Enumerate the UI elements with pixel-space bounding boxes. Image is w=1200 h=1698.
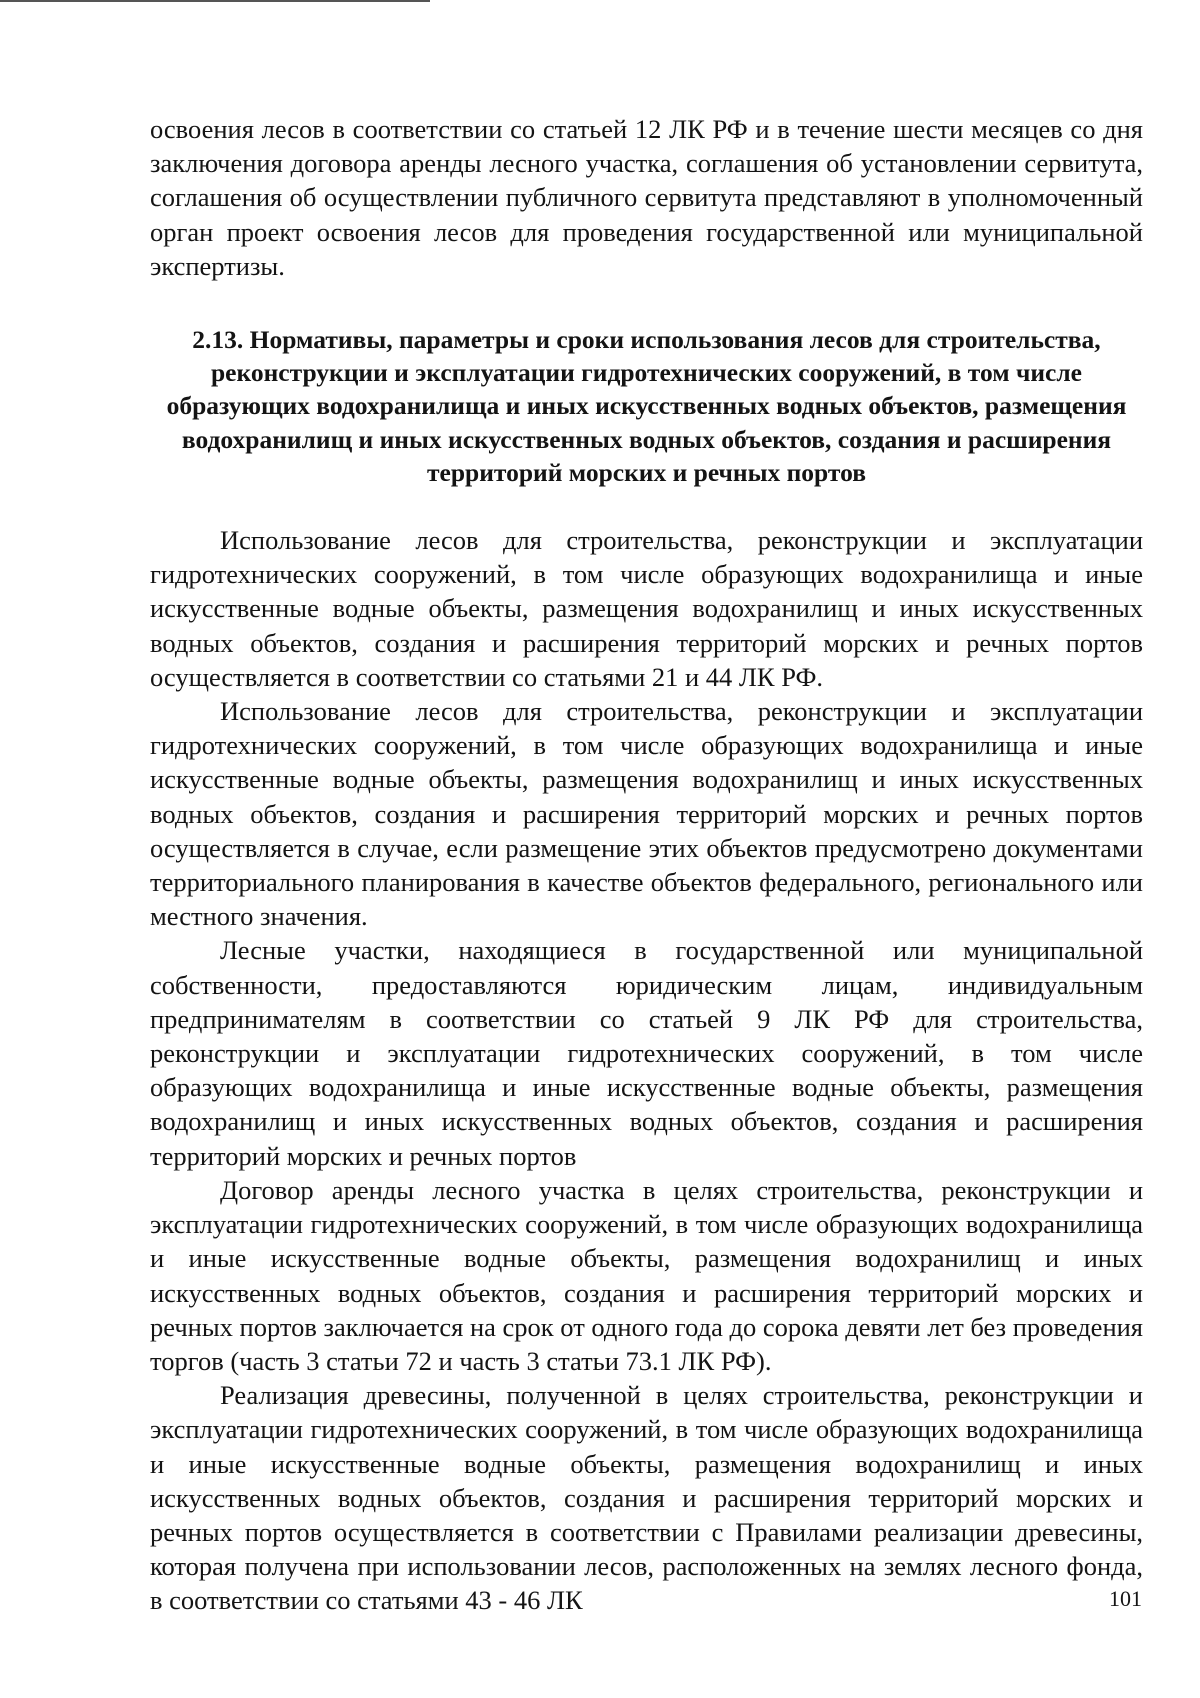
body-paragraph-5: Реализация древесины, полученной в целях строительства, реконструкции и эксплуатации гидротехнических сооружений, в том числе образующих водохранилища и иные искусственные водные объекты, размещения водохранилищ и иных искусственных водных объектов, создания и расширения территорий морских и речных портов осуществляется в соответствии с Правилами реализации древесины, которая получена при использовании лесов, расположенных на землях лесного фонда, в соответствии со статьями 43 - 46 ЛК [150,1380,1143,1616]
scan-edge-line [0,0,430,2]
body-paragraph-2: Использование лесов для строительства, реконструкции и эксплуатации гидротехнических сооружений, в том числе образующих водохранилища и иные искусственные водные объекты, размещения водохранилищ и иных искусственных водных объектов, создания и расширения территорий морских и речных портов осуществляется в случае, если размещение этих объектов предусмотрено документами территориального планирования в качестве объектов федерального, регионального или местного значения. [150,696,1143,932]
body-paragraph-1: Использование лесов для строительства, реконструкции и эксплуатации гидротехнических сооружений, в том числе образующих водохранилища и иные искусственные водные объекты, размещения водохранилищ и иных искусственных водных объектов, создания и расширения территорий морских и речных портов осуществляется в соответствии со статьями 21 и 44 ЛК РФ. [150,525,1143,692]
document-page [150,112,1143,1618]
section-heading: 2.13. Нормативы, параметры и сроки использования лесов для строительства, реконструкции и эксплуатации гидротехнических сооружений, в том числе образующих водохранилища и иных искусственных водных объектов, размещения водохранилищ и иных искусственных водных объектов, создания и расширения территорий морских и речных портов [166,325,1127,487]
page-number: 101 [1109,1586,1142,1611]
body-paragraph-3: Лесные участки, находящиеся в государственной или муниципальной собственности, предоставляются юридическим лицам, индивидуальным предпринимателям в соответствии со статьей 9 ЛК РФ для строительства, реконструкции и эксплуатации гидротехнических сооружений, в том числе образующих водохранилища и иные искусственные водные объекты, размещения водохранилищ и иных искусственных водных объектов, создания и расширения территорий морских и речных портов [150,935,1143,1171]
intro-paragraph: освоения лесов в соответствии со статьей 12 ЛК РФ и в течение шести месяцев со дня заключения договора аренды лесного участка, соглашения об установлении сервитута, соглашения об осуществлении публичного сервитута представляют в уполномоченный орган проект освоения лесов для проведения государственной или муниципальной экспертизы. [150,114,1143,281]
body-paragraph-4: Договор аренды лесного участка в целях строительства, реконструкции и эксплуатации гидротехнических сооружений, в том числе образующих водохранилища и иные искусственные водные объекты, размещения водохранилищ и иных искусственных водных объектов, создания и расширения территорий морских и речных портов заключается на срок от одного года до сорока девяти лет без проведения торгов (часть 3 статьи 72 и часть 3 статьи 73.1 ЛК РФ). [150,1174,1143,1376]
